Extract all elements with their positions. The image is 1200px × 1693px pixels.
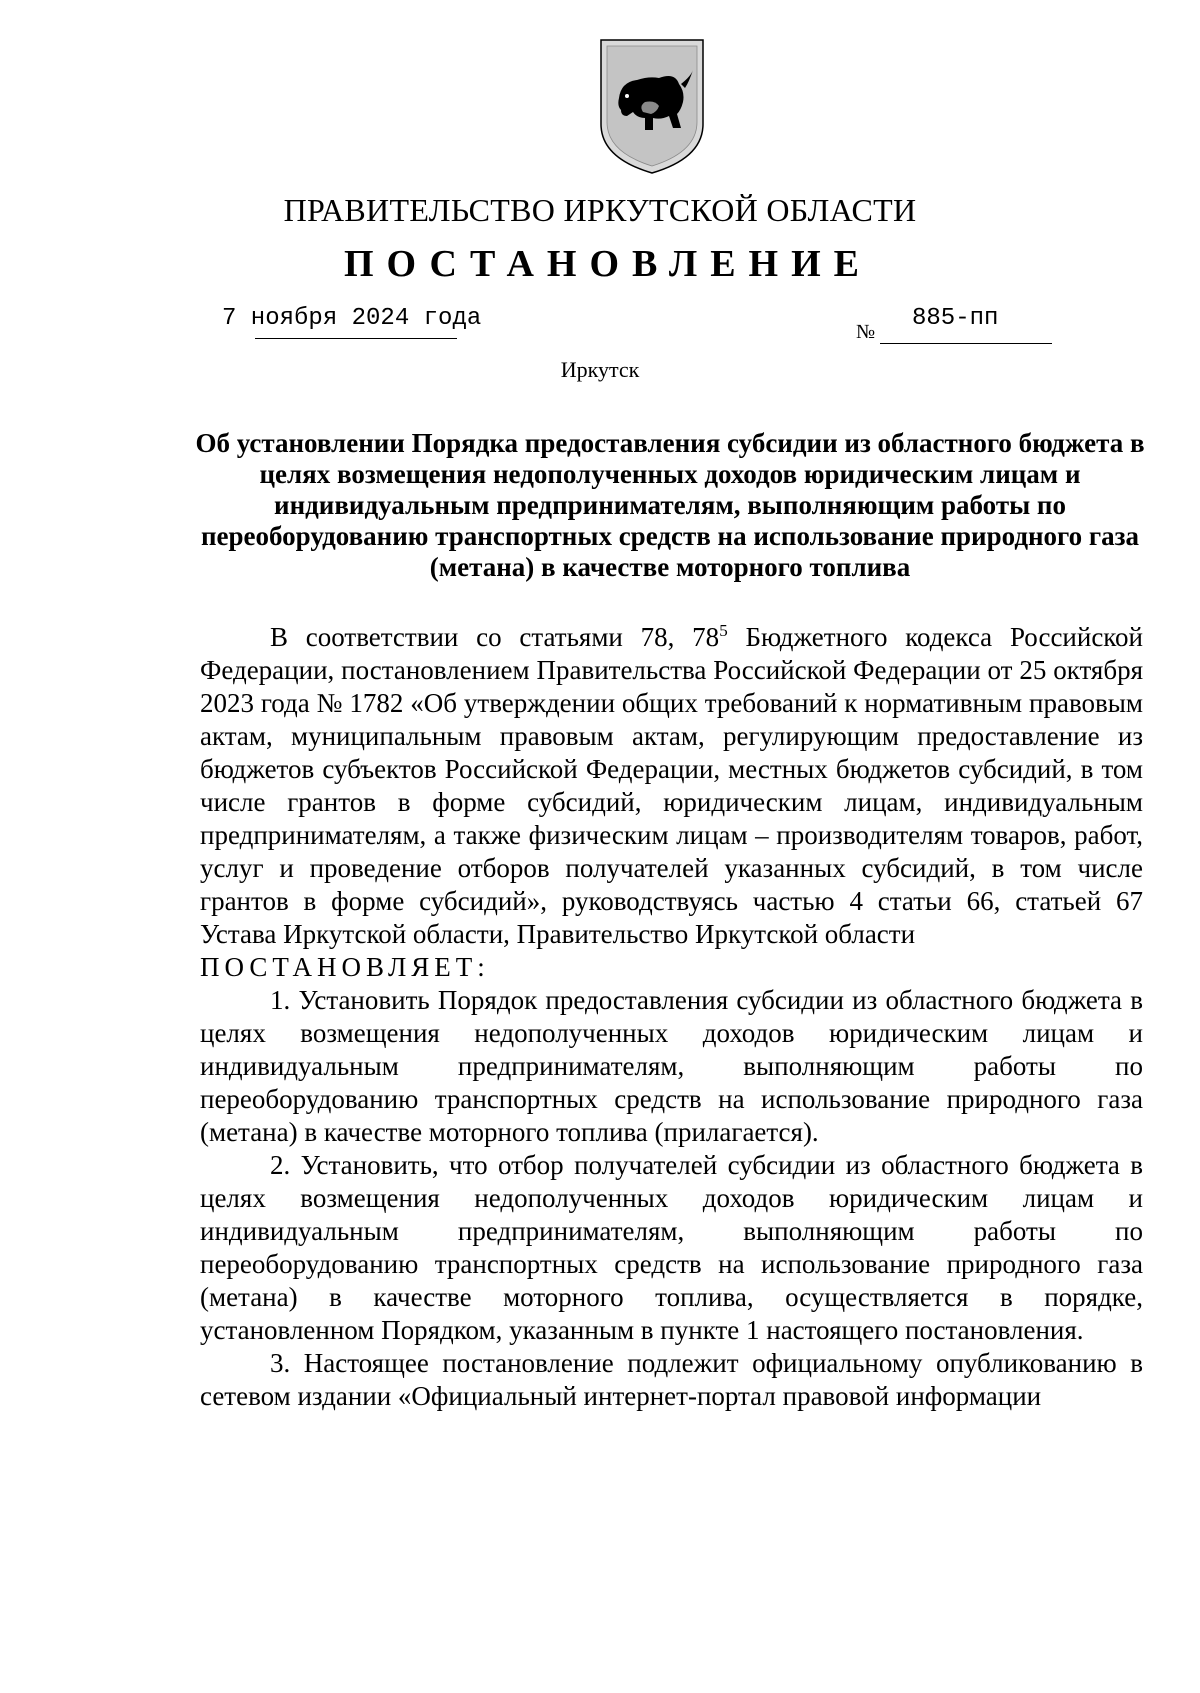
document-body	[200, 621, 1143, 1413]
item-2-paragraph: 2. Установить, что отбор получателей субсидии из областного бюджета в целях возмещения недополученных доходов юридическим лицам и индивидуальным предпринимателям, выполняющим работы по переоборудованию транспортных средств на использование природного газа (метана) в качестве моторного топлива, осуществляется в порядке, установленном Порядком, указанным в пункте 1 настоящего постановления.	[200, 1150, 1143, 1345]
document-number: 885-пп	[912, 305, 999, 332]
document-heading: Об установлении Порядка предоставления субсидии из областного бюджета в целях возмещения недополученных доходов юридическим лицам и индивидуальным предпринимателям, выполняющим работы по переоборудованию транспортных средств на использование природного газа (метана) в качестве моторного топлива	[195, 428, 1145, 582]
preamble-paragraph	[200, 621, 1143, 951]
item-3-paragraph: 3. Настоящее постановление подлежит официальному опубликованию в сетевом издании «Официальный интернет-портал правовой информации	[200, 1348, 1143, 1411]
preamble-superscript: 5	[719, 621, 728, 640]
item-1-paragraph: 1. Установить Порядок предоставления субсидии из областного бюджета в целях возмещения недополученных доходов юридическим лицам и индивидуальным предпринимателям, выполняющим работы по переоборудованию транспортных средств на использование природного газа (метана) в качестве моторного топлива (прилагается).	[200, 985, 1143, 1147]
preamble-text-a: В соответствии со статьями 78, 78	[270, 622, 720, 652]
date-underline	[255, 338, 457, 339]
document-type: ПОСТАНОВЛЕНИЕ	[343, 243, 873, 285]
city: Иркутск	[560, 357, 640, 382]
document-date: 7 ноября 2024 года	[222, 305, 482, 332]
government-title: ПРАВИТЕЛЬСТВО ИРКУТСКОЙ ОБЛАСТИ	[283, 192, 917, 228]
resolves-line: ПОСТАНОВЛЯЕТ:	[200, 952, 490, 982]
preamble-text-b: Бюджетного кодекса Российской Федерации, постановлением Правительства Российской Федерации от 25 октября 2023 года № 1782 «Об утверждении общих требований к нормативным правовым актам, муниципальным правовым актам, регулирующим предоставление из бюджетов субъектов Российской Федерации, местных бюджетов субсидий, в том числе грантов в форме субсидий, юридическим лицам, индивидуальным предпринимателям, а также физическим лицам – производителям товаров, работ, услуг и проведение отборов получателей указанных субсидий, в том числе грантов в форме субсидий», руководствуясь частью 4 статьи 66, статьей 67 Устава Иркутской области, Правительство Иркутской области	[200, 622, 1143, 949]
number-sign: №	[856, 321, 876, 343]
number-underline	[880, 343, 1052, 344]
coat-of-arms-icon	[597, 36, 707, 176]
